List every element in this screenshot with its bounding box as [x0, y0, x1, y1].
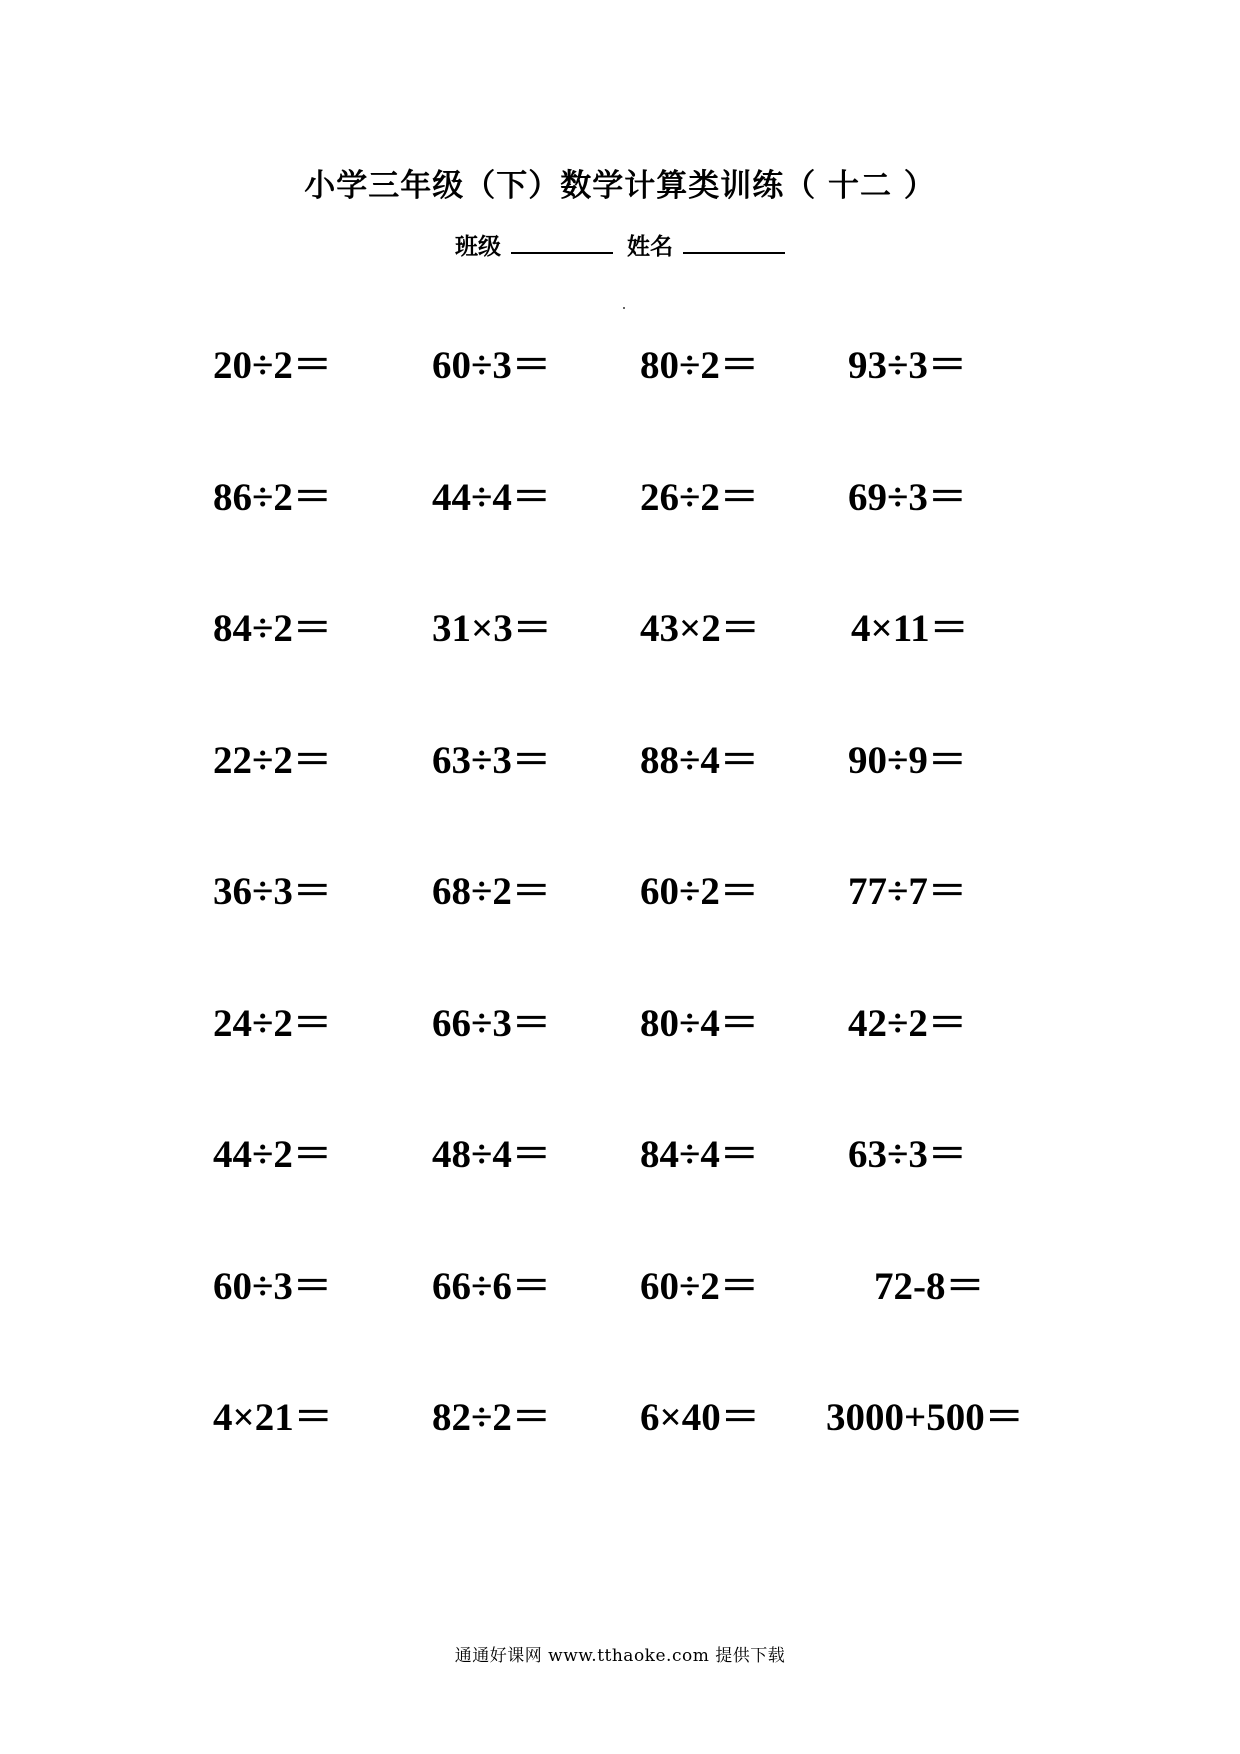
problem-r1-c4: 93÷3＝ — [848, 344, 967, 387]
footer-source: 通通好课网 www.tthaoke.com 提供下载 — [454, 1646, 786, 1666]
problem-r6-c3: 80÷4＝ — [640, 1002, 759, 1045]
problem-r4-c3: 88÷4＝ — [640, 739, 759, 782]
problem-r2-c3: 26÷2＝ — [640, 476, 759, 519]
problem-r9-c3: 6×40＝ — [640, 1396, 760, 1439]
problem-r2-c4: 69÷3＝ — [848, 476, 967, 519]
problem-r3-c3: 43×2＝ — [640, 607, 760, 650]
problem-r8-c2: 66÷6＝ — [432, 1265, 551, 1308]
problem-r3-c2: 31×3＝ — [432, 607, 552, 650]
problem-r9-c1: 4×21＝ — [213, 1396, 333, 1439]
name-label: 姓名 — [627, 234, 673, 260]
problem-r5-c2: 68÷2＝ — [432, 870, 551, 913]
problem-r4-c1: 22÷2＝ — [213, 739, 332, 782]
problem-r6-c1: 24÷2＝ — [213, 1002, 332, 1045]
problem-r9-c4: 3000+500＝ — [826, 1396, 1024, 1439]
problem-r8-c3: 60÷2＝ — [640, 1265, 759, 1308]
problem-r3-c4: 4×11＝ — [851, 607, 969, 650]
problem-r7-c4: 63÷3＝ — [848, 1133, 967, 1176]
problem-r1-c1: 20÷2＝ — [213, 344, 332, 387]
problem-r8-c4: 72-8＝ — [874, 1265, 985, 1308]
problem-r9-c2: 82÷2＝ — [432, 1396, 551, 1439]
class-label: 班级 — [455, 234, 501, 260]
problem-r6-c4: 42÷2＝ — [848, 1002, 967, 1045]
problem-r7-c1: 44÷2＝ — [213, 1133, 332, 1176]
problem-r6-c2: 66÷3＝ — [432, 1002, 551, 1045]
problem-r2-c2: 44÷4＝ — [432, 476, 551, 519]
problem-r2-c1: 86÷2＝ — [213, 476, 332, 519]
problem-r5-c3: 60÷2＝ — [640, 870, 759, 913]
problem-r1-c3: 80÷2＝ — [640, 344, 759, 387]
problem-r5-c4: 77÷7＝ — [848, 870, 967, 913]
problem-r1-c2: 60÷3＝ — [432, 344, 551, 387]
problem-r4-c4: 90÷9＝ — [848, 739, 967, 782]
problem-r8-c1: 60÷3＝ — [213, 1265, 332, 1308]
problem-r4-c2: 63÷3＝ — [432, 739, 551, 782]
problem-r7-c2: 48÷4＝ — [432, 1133, 551, 1176]
problem-r7-c3: 84÷4＝ — [640, 1133, 759, 1176]
problem-r5-c1: 36÷3＝ — [213, 870, 332, 913]
problem-r3-c1: 84÷2＝ — [213, 607, 332, 650]
page-title: 小学三年级（下）数学计算类训练（ 十二 ） — [304, 168, 936, 204]
